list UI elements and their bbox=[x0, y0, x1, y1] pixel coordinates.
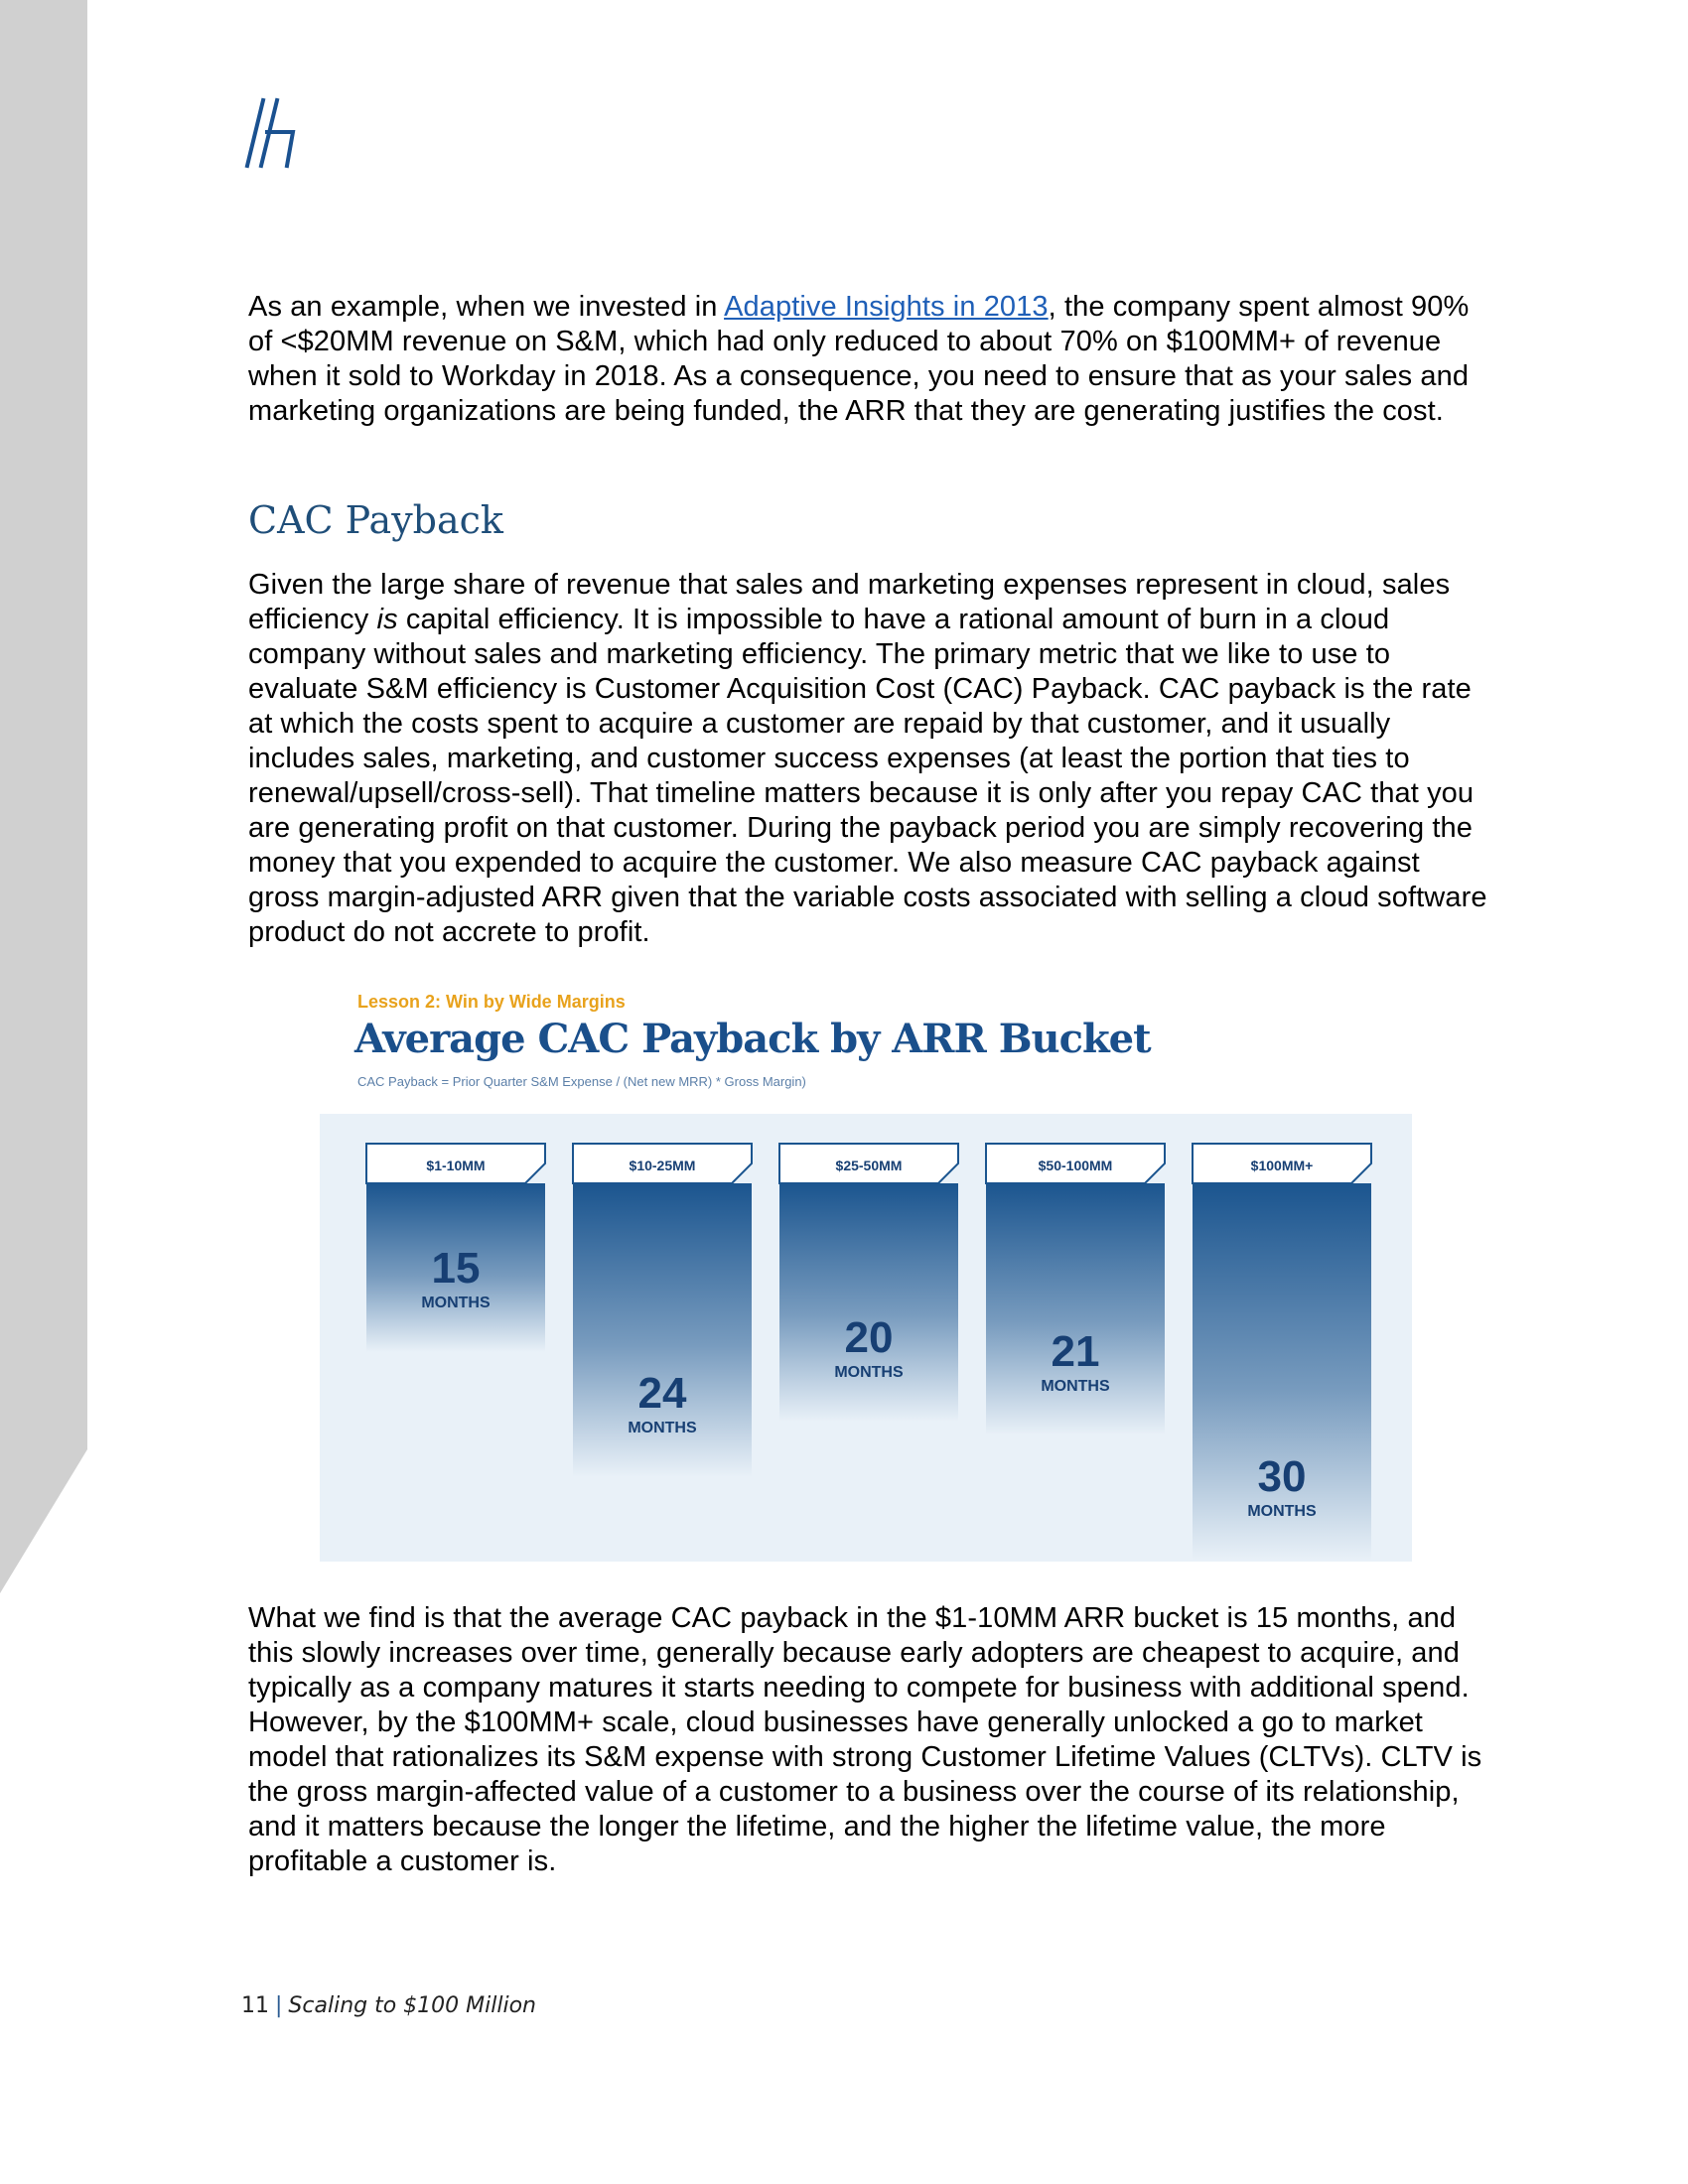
bar bbox=[779, 1183, 958, 1422]
value-label: 24 bbox=[637, 1369, 687, 1418]
unit-label: MONTHS bbox=[628, 1420, 697, 1436]
page-footer bbox=[241, 1993, 536, 2018]
value-label: 20 bbox=[844, 1313, 894, 1362]
category-label: $100MM+ bbox=[1250, 1158, 1314, 1173]
chart-formula: CAC Payback = Prior Quarter S&M Expense / (Net new MRR) * Gross Margin) bbox=[357, 1074, 806, 1089]
chart-eyebrow: Lesson 2: Win by Wide Margins bbox=[357, 992, 626, 1012]
unit-label: MONTHS bbox=[421, 1295, 491, 1311]
category-label: $25-50MM bbox=[835, 1158, 903, 1173]
value-label: 15 bbox=[431, 1244, 481, 1293]
page-side-band bbox=[0, 0, 94, 1608]
findings-paragraph: What we find is that the average CAC payback in the $1-10MM ARR bucket is 15 months, and this slowly increases over time, generally because early adopters are cheapest to acquire, and typically as a company matures it starts needing to compete for business with additional spend. However, by the $100MM+ scale, cloud businesses have generally unlocked a go to market model that rationalizes its S&M expense with strong Customer Lifetime Values (CLTVs). CLTV is the gross margin-affected value of a customer to a business over the course of its relationship, and it matters because the longer the lifetime, and the higher the lifetime value, the more profitable a customer is. bbox=[248, 1602, 1482, 1877]
category-label: $1-10MM bbox=[426, 1158, 486, 1173]
adaptive-insights-link[interactable]: Adaptive Insights in 2013 bbox=[724, 291, 1049, 323]
chart-title: Average CAC Payback by ARR Bucket bbox=[354, 1016, 1151, 1062]
page-number: 11 bbox=[241, 1993, 269, 2018]
bar bbox=[986, 1183, 1165, 1435]
section-heading: CAC Payback bbox=[248, 498, 503, 542]
unit-label: MONTHS bbox=[1041, 1378, 1110, 1395]
category-label: $50-100MM bbox=[1038, 1158, 1113, 1173]
intro-paragraph: As an example, when we invested in Adaptive Insights in 2013, the company spent almost 90% of <$20MM revenue on S&M, which had only reduced to about 70% on $100MM+ of revenue when it sold to Workday in 2018. As a consequence, you need to ensure that as your sales and marketing organizations are being funded, the ARR that they are generating justifies the cost. bbox=[248, 291, 1470, 427]
unit-label: MONTHS bbox=[834, 1364, 904, 1381]
category-label: $10-25MM bbox=[629, 1158, 696, 1173]
chart-plot bbox=[320, 1114, 1412, 1562]
value-label: 21 bbox=[1051, 1327, 1100, 1376]
logo-icon bbox=[243, 96, 303, 170]
cac-payback-paragraph: Given the large share of revenue that sales and marketing expenses represent in cloud, sales efficiency is capital efficiency. It is impossible to have a rational amount of burn in a cloud company without sales and marketing efficiency. The primary metric that we like to use to evaluate S&M efficiency is Customer Acquisition Cost (CAC) Payback. CAC payback is the rate at which the costs spent to acquire a customer are repaid by that customer, and it usually includes sales, marketing, and customer success expenses (at least the portion that ties to renewal/upsell/cross-sell). That timeline matters because it is only after you repay CAC that you are generating profit on that customer. During the payback period you are simply recovering the money that you expended to acquire the customer. We also measure CAC payback against gross margin-adjusted ARR given that the variable costs associated with selling a cloud software product do not accrete to profit. bbox=[248, 569, 1487, 948]
unit-label: MONTHS bbox=[1247, 1503, 1317, 1520]
value-label: 30 bbox=[1257, 1452, 1307, 1501]
document-title: Scaling to $100 Million bbox=[288, 1993, 536, 2018]
footer-separator: | bbox=[275, 1993, 283, 2018]
